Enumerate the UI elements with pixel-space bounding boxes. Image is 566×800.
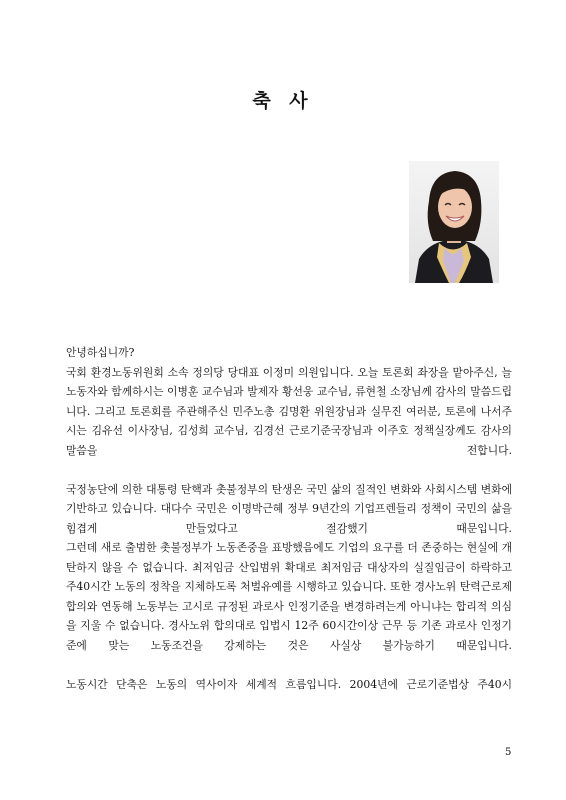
paragraph-introduction: 국회 환경노동위원회 소속 정의당 당대표 이정미 의원입니다. 오늘 토론회 좌장을 맡아주신, 늘 노동자와 함께하시는 이병훈 교수님과 발제자 황선웅 교수님, 류현철 소장님께 감사의 말씀드립니다. 그리고 토론회를 주관해주신 민주노총 김명환 위원장님과 실무진 여러분, 토론에 나서주시는 김유선 이사장님, 김성희 교수님, 김경선 근로기준국장님과 이주호 정책실장께도 감사의 말씀을 전합니다. bbox=[66, 365, 512, 457]
paragraph-background: 국정농단에 의한 대통령 탄핵과 촛불정부의 탄생은 국민 삶의 질적인 변화와 사회시스템 변화에 기반하고 있습니다. 대다수 국민은 이명박근혜 정부 9년간의 기업프렌들리 정책이 국민의 삶을 힘겹게 만들었다고 절감했기 때문입니다. bbox=[66, 482, 512, 535]
paragraph-criticism: 그런데 새로 출범한 촛불정부가 노동존중을 표방했음에도 기업의 요구를 더 존중하는 현실에 개탄하지 않을 수 없습니다. 최저임금 산입범위 확대로 최저임금 대상자의 실질임금이 하락하고 주40시간 노동의 정착을 지체하도록 처벌유예를 시행하고 있습니다. 또한 경사노위 탄력근로제 합의와 연동해 노동부는 고시로 규정된 과로사 인정기준을 변경하려는게 아니냐는 합리적 의심을 지울 수 없습니다. 경사노위 합의대로 입법시 12주 60시간이상 근무 등 기존 과로사 인정기준에 맞는 노동조건을 강제하는 것은 사실상 불가능하기 때문입니다. bbox=[66, 541, 512, 652]
greeting: 안녕하십니까? bbox=[66, 346, 135, 359]
portrait-photo bbox=[409, 161, 499, 283]
page-number: 5 bbox=[505, 747, 512, 758]
paragraph-working-hours: 노동시간 단축은 노동의 역사이자 세계적 흐름입니다. 2004년에 근로기준법상 주40시 bbox=[66, 677, 512, 691]
portrait-image bbox=[409, 161, 499, 283]
speech-body bbox=[66, 343, 512, 694]
page-title: 축 사 bbox=[252, 90, 314, 112]
